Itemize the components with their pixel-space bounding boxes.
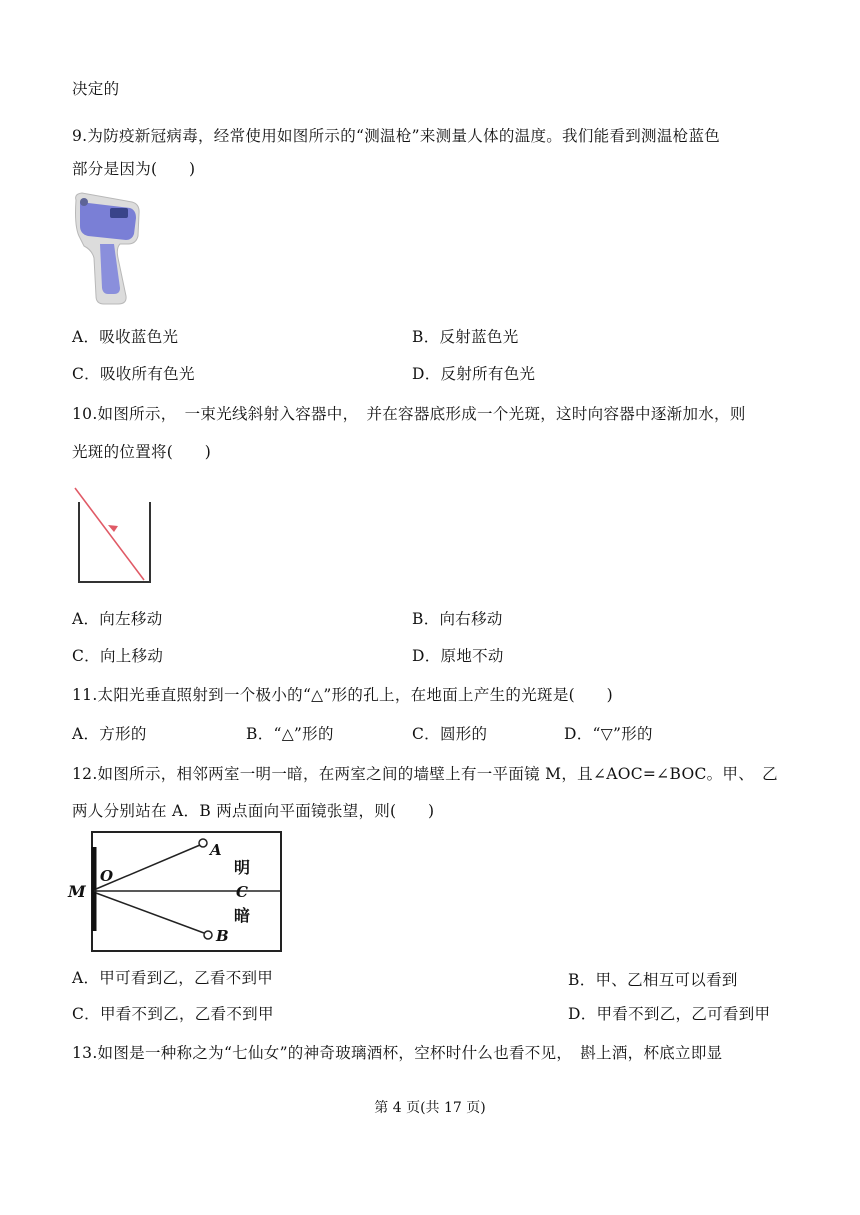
q11-option-a: A．方形的	[72, 725, 147, 743]
question-11: 11.太阳光垂直照射到一个极小的“△”形的孔上，在地面上产生的光斑是( )	[72, 686, 613, 704]
question-10-line-2: 光斑的位置将( )	[72, 443, 212, 461]
q10-option-b: B．向右移动	[412, 610, 503, 628]
question-9-line-2: 部分是因为( )	[72, 160, 196, 178]
label-bright: 明	[234, 858, 251, 877]
q12-option-c: C．甲看不到乙，乙看不到甲	[72, 1005, 274, 1023]
q10-option-a: A．向左移动	[72, 610, 163, 628]
q9-option-c: C．吸收所有色光	[72, 365, 195, 383]
mirror-rooms-figure	[66, 829, 286, 955]
label-dark: 暗	[234, 906, 251, 925]
thermometer-gun-figure	[70, 188, 150, 308]
question-13-line-1: 13.如图是一种称之为“七仙女”的神奇玻璃酒杯，空杯时什么也看不见， 斟上酒，杯底立即显	[72, 1044, 723, 1062]
label-a: A	[210, 841, 222, 859]
q12-option-a: A．甲可看到乙，乙看不到甲	[72, 969, 274, 987]
label-o: O	[100, 867, 114, 885]
question-12-line-1: 12.如图所示，相邻两室一明一暗，在两室之间的墙壁上有一平面镜 M，且∠AOC=∠BOC。甲、 乙	[72, 765, 778, 783]
label-m: M	[68, 882, 86, 901]
q9-option-b: B．反射蓝色光	[412, 328, 519, 346]
page-footer: 第 4 页(共 17 页)	[374, 1100, 486, 1116]
label-b: B	[216, 927, 229, 945]
q10-option-c: C．向上移动	[72, 647, 164, 665]
q11-option-d: D．“▽”形的	[564, 725, 653, 743]
q10-option-d: D．原地不动	[412, 647, 504, 665]
q11-option-b: B．“△”形的	[246, 725, 334, 743]
text-line-prev-question-end: 决定的	[72, 80, 120, 98]
q12-option-d: D．甲看不到乙，乙可看到甲	[568, 1005, 771, 1023]
question-9-line-1: 9.为防疫新冠病毒，经常使用如图所示的“测温枪”来测量人体的温度。我们能看到测温枪蓝色	[72, 127, 721, 145]
question-10-line-1: 10.如图所示， 一束光线斜射入容器中， 并在容器底形成一个光斑，这时向容器中逐渐加水，则	[72, 405, 746, 423]
q9-option-a: A．吸收蓝色光	[72, 328, 179, 346]
container-light-ray-figure	[70, 482, 160, 588]
q12-option-b: B．甲、乙相互可以看到	[568, 971, 738, 989]
q11-option-c: C．圆形的	[412, 725, 488, 743]
label-c: C	[236, 883, 248, 901]
question-12-line-2: 两人分别站在 A．B 两点面向平面镜张望，则( )	[72, 802, 435, 820]
q9-option-d: D．反射所有色光	[412, 365, 536, 383]
